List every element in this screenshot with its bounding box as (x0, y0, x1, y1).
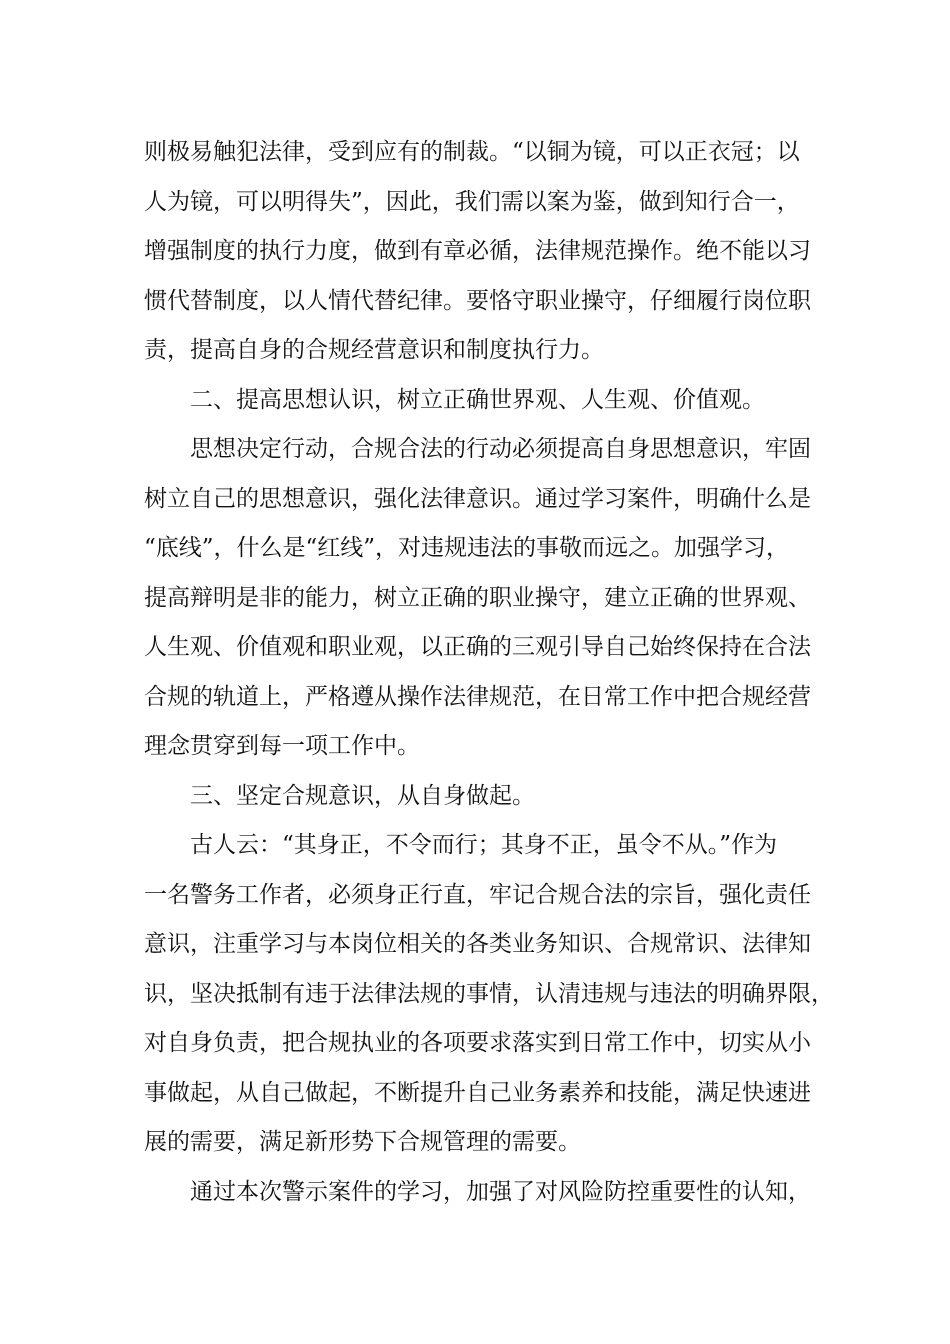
text-line: 识，坚决抵制有违于法律法规的事情，认清违规与违法的明确界限， (144, 981, 834, 1007)
text-line: 责，提高自身的合规经营意识和制度执行力。 (144, 337, 604, 363)
text-line: “底线”，什么是“红线”，对违规违法的事敬而远之。加强学习， (144, 535, 790, 561)
text-line: 意识，注重学习与本岗位相关的各类业务知识、合规常识、法律知 (144, 931, 811, 957)
text-line: 人生观、价值观和职业观，以正确的三观引导自己始终保持在合法 (144, 634, 811, 660)
text-line: 古人云：“其身正，不令而行；其身不正，虽令不从。”作为 (190, 832, 778, 858)
text-line: 人为镜，可以明得失”，因此，我们需以案为鉴，做到知行合一， (144, 189, 800, 215)
text-line: 则极易触犯法律，受到应有的制裁。“以铜为镜，可以正衣冠；以 (144, 139, 800, 165)
text-line: 展的需要，满足新形势下合规管理的需要。 (144, 1129, 581, 1155)
text-line: 树立自己的思想意识，强化法律意识。通过学习案件，明确什么是 (144, 486, 811, 512)
section-heading: 三、坚定合规意识，从自身做起。 (190, 783, 535, 809)
text-line: 提高辩明是非的能力，树立正确的职业操守，建立正确的世界观、 (144, 585, 811, 611)
text-line: 通过本次警示案件的学习，加强了对风险防控重要性的认知， (190, 1179, 811, 1205)
text-line: 事做起，从自己做起，不断提升自己业务素养和技能，满足快速进 (144, 1080, 811, 1106)
text-line: 理念贯穿到每一项工作中。 (144, 733, 420, 759)
text-line: 一名警务工作者，必须身正行直，牢记合规合法的宗旨，强化责任 (144, 882, 811, 908)
text-line: 增强制度的执行力度，做到有章必循，法律规范操作。绝不能以习 (144, 238, 811, 264)
text-line: 合规的轨道上，严格遵从操作法律规范，在日常工作中把合规经营 (144, 684, 811, 710)
text-line: 思想决定行动，合规合法的行动必须提高自身思想意识，牢固 (190, 436, 811, 462)
text-line: 惯代替制度，以人情代替纪律。要恪守职业操守，仔细履行岗位职 (144, 288, 811, 314)
section-heading: 二、提高思想认识，树立正确世界观、人生观、价值观。 (190, 387, 765, 413)
text-line: 对自身负责，把合规执业的各项要求落实到日常工作中，切实从小 (144, 1030, 811, 1056)
